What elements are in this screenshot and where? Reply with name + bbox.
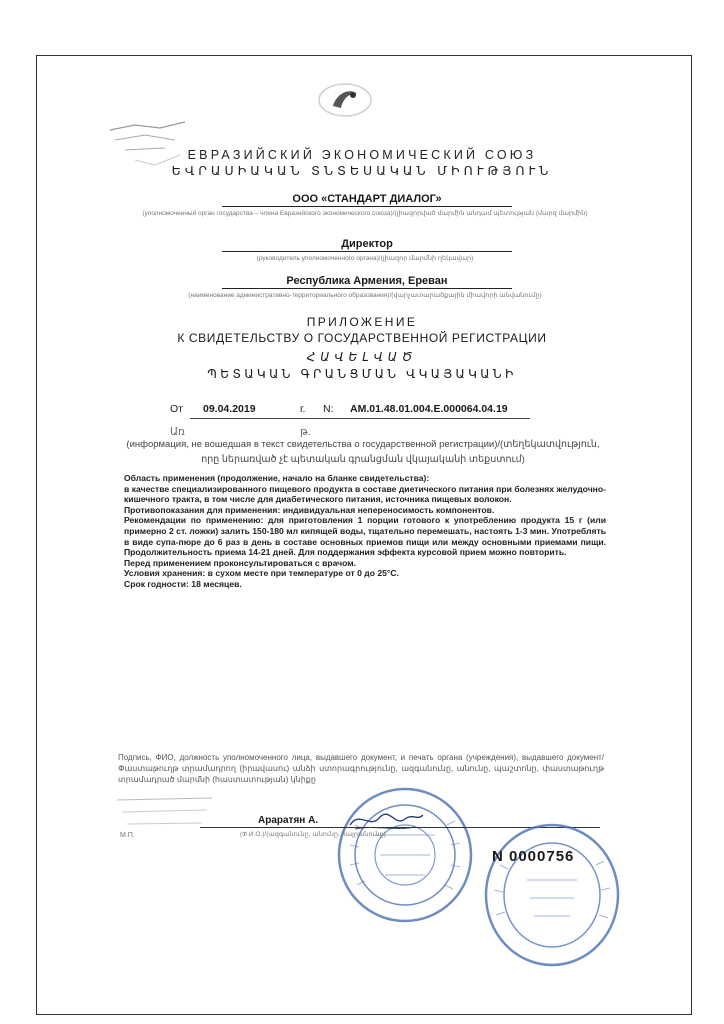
title-appendix-ru: ПРИЛОЖЕНИЕ — [306, 315, 418, 329]
reg-underline — [190, 418, 530, 419]
reg-from-label: От — [170, 403, 183, 415]
body-scope: в качестве специализированного пищевого продукта в составе диетического питания при болезнях желудочно-кишечного тракта, в том числе для диабетического питания, источника пищевых волокон. — [124, 483, 606, 505]
seal-place-mark: М.П. — [120, 832, 135, 839]
round-stamp-right — [482, 820, 622, 970]
reg-date: 09.04.2019 — [203, 403, 256, 415]
reg-year-mark: г. — [300, 403, 306, 415]
reg-number-mark: N: — [323, 403, 334, 415]
authority-place: Республика Армения, Ереван — [222, 275, 512, 289]
authority-name: ООО «СТАНДАРТ ДИАЛОГ» — [222, 193, 512, 207]
authority-name-caption: (уполномоченный орган государства – члена Евразийского экономического союза)/(լիազորված մարմին անդամ պետության (մարզ մարմին) — [142, 210, 588, 217]
body-scope-heading: Область применения (продолжение, начало на бланке свидетельства): — [124, 473, 430, 483]
authority-place-caption: (наименование административно-территориального образования)/(վարչատարածքային միավորի անվանումը) — [188, 292, 542, 299]
union-title-hy: ԵՎՐԱՍԻԱԿԱՆ ՏՆՏԵՍԱԿԱՆ ՄԻՈՒԹՅՈՒՆ — [171, 164, 553, 178]
body-contraindications: Противопоказания для применения: индивидуальная непереносимость компонентов. — [124, 504, 495, 515]
title-appendix-hy: ՀԱՎԵԼՎԱԾ — [306, 350, 418, 364]
reg-year-hy: թ. — [300, 426, 311, 438]
signer-caption: (Ф.И.О.)/(ազգանունը, անունը, հայրանունը) — [240, 831, 386, 838]
reg-number: AM.01.48.01.004.E.000064.04.19 — [350, 403, 508, 415]
body-recommendations: Рекомендации по применению: для приготовления 1 порции готового к употреблению продукта 15 г (или примерно 2 ст. ложки) залить 150-180 мл кипящей воды, тщательно перемешать, настоять 1-3 мин. Употреблять в виде супа-пюре до 6 раз в день в составе основных приемов пищи или между основными приемами пищи. Продолжительность приема 14-21 дней. Для поддержания эффекта курсовой прием можно повторить. — [124, 515, 606, 558]
title-certificate-ru: К СВИДЕТЕЛЬСТВУ О ГОСУДАРСТВЕННОЙ РЕГИСТРАЦИИ — [177, 331, 547, 345]
union-title-ru: ЕВРАЗИЙСКИЙ ЭКОНОМИЧЕСКИЙ СОЮЗ — [187, 148, 537, 162]
signer-name: Араратян А. — [258, 815, 319, 826]
body-consult: Перед применением проконсультироваться с врачом. — [124, 557, 357, 568]
emblem-icon — [315, 80, 375, 120]
authority-position: Директор — [222, 238, 512, 252]
body-text — [124, 473, 606, 590]
form-number: N 0000756 — [492, 848, 575, 865]
body-shelf-life: Срок годности: 18 месяцев. — [124, 578, 242, 589]
reg-note: (информация, не вошедшая в текст свидетельства о государственной регистрации)/(տեղեկատվություն, որը ներառված չէ պետական գրանցման վկայականի տեքստում) — [126, 439, 600, 465]
signature-caption: Подпись, ФИО, должность уполномоченного лица, выдавшего документ, и печать органа (учреждения), выдавшего документ/Փաստաթուղթ տրամադրող (իրավասու) անձի ստորագրությունը, ազգանունը, անունը, պաշտոնը, փաստաթուղթ տրամադրած մարմնի (հաստատության) կնիքը — [118, 753, 604, 784]
reg-from-hy: Առ — [170, 426, 185, 438]
title-certificate-hy: ՊԵՏԱԿԱՆ ԳՐԱՆՑՄԱՆ ՎԿԱՅԱԿԱՆԻ — [207, 367, 517, 381]
authority-position-caption: (руководитель уполномоченного органа)/(լիազոր մարմնի ղեկավար) — [256, 255, 474, 262]
body-storage: Условия хранения: в сухом месте при температуре от 0 до 25°С. — [124, 568, 399, 579]
